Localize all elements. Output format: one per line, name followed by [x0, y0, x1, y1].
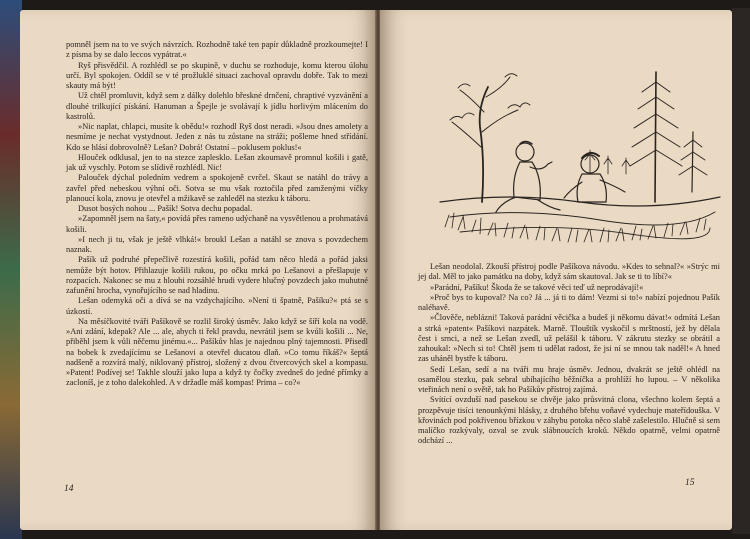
paragraph: »I nech ji tu, však je ještě vlhká!« broukl Lešan a natáhl se znova s povzdechem naznak. [66, 234, 368, 254]
paragraph: »Zapomněl jsem na šaty,« povídá přes rameno udýchaně na vysvětlenou a prohmatává košili. [66, 214, 368, 234]
paragraph: »Člověče, neblázni! Taková parádní věcička a budeš ji někomu dávat!« odmítá Lešan a strká »patent« Pašíkovi nazpátek. Marně. Tlouštík vyskočil s mrštností, jež by dělala čest i srnci, a než se Lešan zvedl, už pelášil k táboru. V zákrutu stezky se obrátil a zahoukal: »Nech si to! Chtěl jsem ti udělat radost, že jsi ní se mnou tak naděl!« A hned zas uháněl bystře k táboru. [418, 313, 720, 364]
paragraph: »Parádní, Pašíku! Škoda že se takové věci teď už neprodávají!« [430, 282, 644, 292]
book-cover-edge-right [732, 8, 750, 534]
paragraph: Dusot bosých nohou ... Pašík! Sotva dechu popadal. [78, 204, 253, 213]
paragraph: Sedí Lešan, sedí a na tváři mu hraje úsměv. Jednou, dvakrát se ještě ohlédl na osamělou stezku, pak sebral ubíhajícího běžníčka a prohlíží ho lupou. – V několika vteřinách není o světě, tak ho Pašíkův přístroj zajímá. [418, 364, 720, 394]
left-page-text [66, 40, 368, 389]
page-number: 15 [685, 478, 695, 488]
page-number: 14 [64, 484, 74, 494]
illustration-boys-in-grass [430, 52, 730, 252]
paragraph: Na měsíčkovité tváři Pašíkově se rozlil široký úsměv. Jako když se šíří kola na vodě. »Ani zdání, kdepak? Ale ... ale, abych ti řekl pravdu, nevrátil jsem se kvůli košili ... Ne, přiběhl jsem k vůli něčemu jinému.«... Pašíkův hlas je najednou plný tajemnosti. Přisedl na bobek k zvedajícímu se Lešanovi a otevřel ducatou dlaň. »Co tomu říkáš?« šeptá nadšeně a rozvírá malý, niklovaný přístroj, složený z dvou čtvercových skel a kompasu. »Patent! Podívej se! Takhle slouží jako lupa a když ty čočky zvedneš do jedné přímky a zacloníš, je z toho dalekohled. A v držadle máš kompas! Prima – co?« [66, 316, 368, 388]
paragraph: Svítící ovzduší nad pasekou se chvěje jako průsvitná clona, všechno kolem šeptá a prozpěvuje tisíci tenounkými hlásky, z druhého břehu voňavé vydechuje mateřídouška. V křovinách pod pokřivenou břízkou v záhybu potoka něco slabě zašelestilo. Hlučně si sem malíčko rozkývaly, ozval se zvuk slábnoucích kroků. Někdo opatrně, velmi opatrně odchází ... [418, 395, 720, 446]
paragraph: Už chtěl promluvit, když sem z dálky dolehlo břeskné drnčení, chraptivé vyzvánění a dlouhé trilkující pískání. Hanuman a Špejle je svolávají k jídlu horlivým mlácením do kastrolů. [66, 91, 368, 121]
paragraph: Palouček dýchal poledním vedrem a spokojeně cvrčel. Skaut se natáhl do trávy a zavřel před nebeskou výhní oči. Sotva se mu však roztočila před zamženými víčky planoucí kola, znovu je otevřel a mžikavě se zahleděl na stezku k táboru. [66, 173, 368, 203]
paragraph: Lešan odemyká oči a dívá se na vzdychajícího. »Není ti špatně, Pašíku?« ptá se s úzkostí. [66, 296, 368, 316]
left-page [20, 10, 376, 530]
right-page-text [418, 262, 720, 447]
paragraph: »Nic naplat, chlapci, musíte k obědu!« rozhodl Ryš dost neradi. »Jsou dnes amolety a nesmíme je nechat vystydnout. Jeden z nás tu zůstane na stráži; pošleme hned střídání. Kdo se hlásí dobrovolně? Lešan? Dobrá! Ostatní – poklusem poklus!« [66, 122, 368, 152]
paragraph: Ryš přisvědčil. A rozhlédl se po skupině, v duchu se rozhoduje, komu kterou úlohu určí. Byl spokojen. Oddíl se v té prožluklé situaci zachoval opravdu dobře. Tak to mezi skauty má být! [66, 60, 368, 90]
paragraph: Lešan neodolal. Zkouší přístroj podle Pašíkova návodu. »Kdes to sehnal?« »Strýc mi jej dal. Měl to jako památku na doby, když sám skautoval. Jak se ti to líbí?« [418, 262, 720, 282]
paragraph: Pašík už podruhé přepečlivě rozestírá košili, pořád tam něco hledá a pořád jaksi nemůže být hotov. Přihlazuje košili rukou, po očku mrká po Lešanovi a přešlapuje v rozpacích. Nakonec se mu z hloubi rozsáhlé hrudi vydere hlučný povzdech jako muhutné zafunění hrocha, vynořujícího se nad hladinu. [66, 255, 368, 295]
right-page [380, 10, 732, 530]
paragraph: Hlouček odklusal, jen to na stezce zaplesklo. Lešan zkoumavě promnul košili i gatě, jak už vyschly. Potom se slídivě rozhlédl. Nic! [66, 152, 368, 172]
paragraph: pomněl jsem na to ve svých návrzích. Rozhodně také ten papír důkladně prozkoumejte! I z písma by se dalo leccos vypátrat.« [66, 40, 368, 60]
paragraph: »Proč bys to kupoval? Na co? Já ... já ti to dám! Vezmi si to!« nabízí pojednou Pašík naléhavě. [418, 292, 720, 312]
book-cover-edge [0, 0, 22, 539]
